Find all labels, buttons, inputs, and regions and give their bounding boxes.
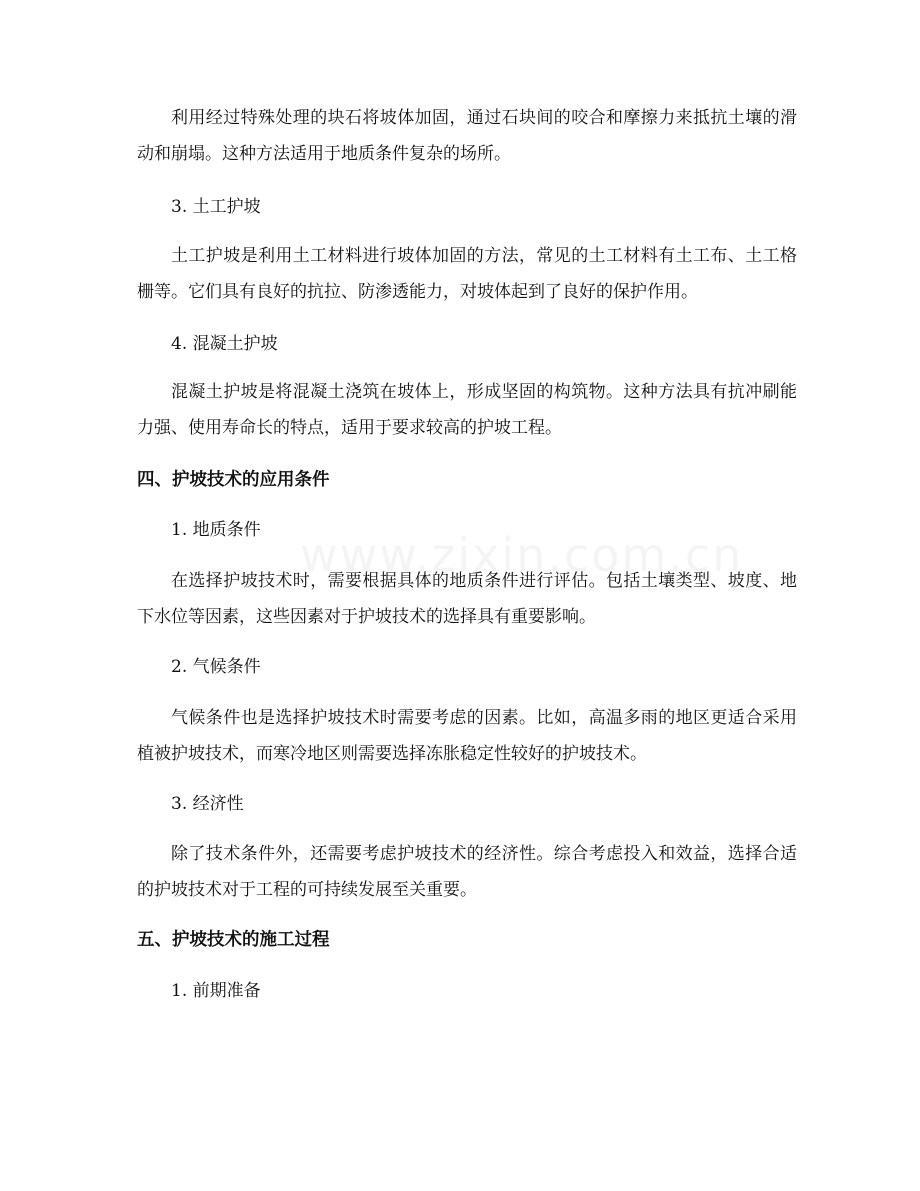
paragraph-climate: 气候条件也是选择护坡技术时需要考虑的因素。比如，高温多雨的地区更适合采用植被护坡技术，而寒冷地区则需要选择冻胀稳定性较好的护坡技术。 [137,708,797,764]
section-heading-application: 四、护坡技术的应用条件 [137,470,330,490]
paragraph-stone-protection: 利用经过特殊处理的块石将坡体加固，通过石块间的咬合和摩擦力来抵抗土壤的滑动和崩塌。这种方法适用于地质条件复杂的场所。 [137,108,797,164]
paragraph-concrete: 混凝土护坡是将混凝土浇筑在坡体上，形成坚固的构筑物。这种方法具有抗冲刷能力强、使用寿命长的特点，适用于要求较高的护坡工程。 [137,382,797,438]
section-heading-construction: 五、护坡技术的施工过程 [137,930,330,950]
subheading-geology: 1. 地质条件 [171,520,261,540]
subheading-economy: 3. 经济性 [171,794,244,814]
subheading-climate: 2. 气候条件 [171,657,261,677]
paragraph-geology: 在选择护坡技术时，需要根据具体的地质条件进行评估。包括土壤类型、坡度、地下水位等因素，这些因素对于护坡技术的选择具有重要影响。 [137,571,797,627]
subheading-preparation: 1. 前期准备 [171,981,261,1001]
subheading-concrete: 4. 混凝土护坡 [171,334,278,354]
paragraph-economy: 除了技术条件外，还需要考虑护坡技术的经济性。综合考虑投入和效益，选择合适的护坡技术对于工程的可持续发展至关重要。 [137,844,797,900]
paragraph-geotechnical: 土工护坡是利用土工材料进行坡体加固的方法，常见的土工材料有土工布、土工格栅等。它们具有良好的抗拉、防渗透能力，对坡体起到了良好的保护作用。 [137,246,797,302]
subheading-geotechnical: 3. 土工护坡 [171,197,261,217]
